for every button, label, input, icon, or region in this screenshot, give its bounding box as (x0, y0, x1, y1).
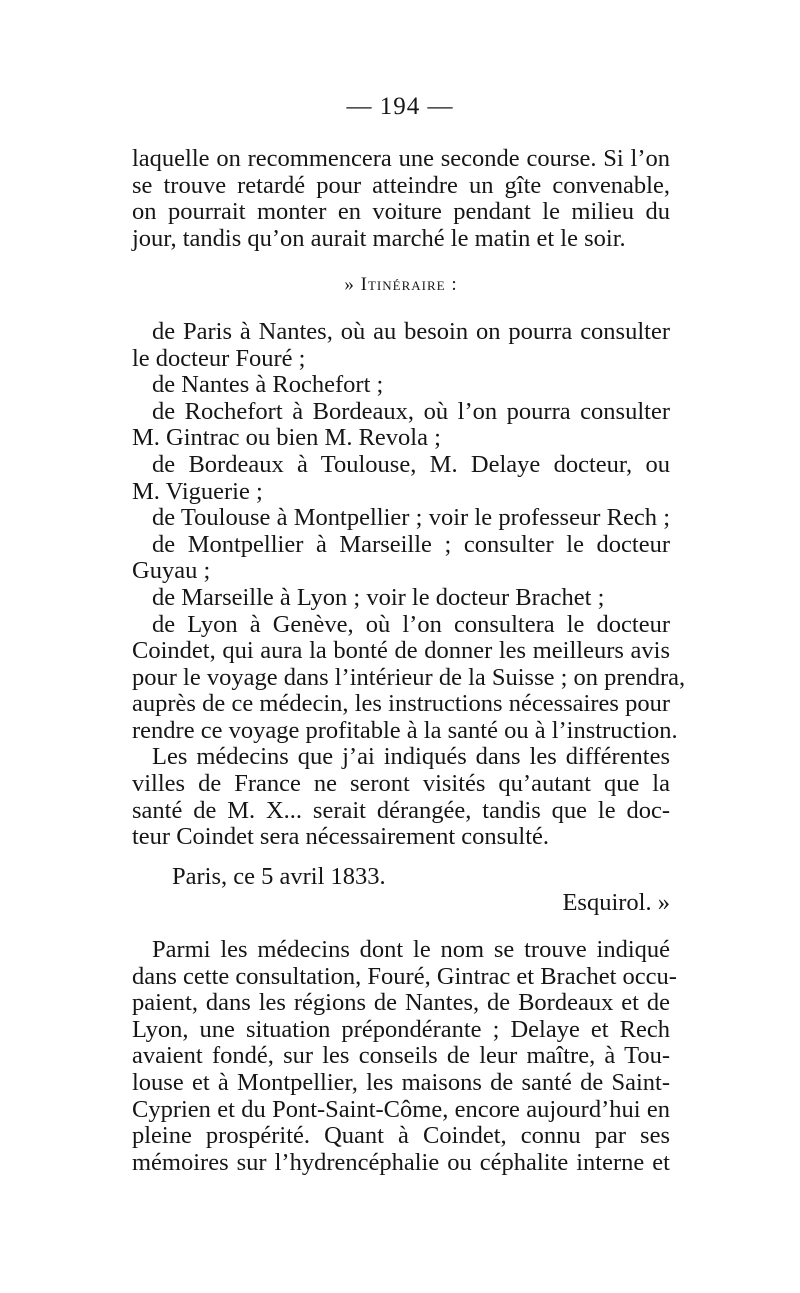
itinerary-line: le docteur Fouré ; (132, 344, 306, 372)
paragraph-3 (132, 936, 677, 1176)
itinerary-line: rendre ce voyage profitable à la santé ou à l’instruction. (132, 716, 678, 744)
itinerary-list (132, 317, 686, 745)
itinerary-line: de Paris à Nantes, où au besoin on pourra consulter (152, 317, 670, 345)
itinerary-line: de Toulouse à Montpellier ; voir le professeur Rech ; (152, 504, 670, 532)
text-line: mémoires sur l’hydrencéphalie ou céphalite interne et (132, 1148, 670, 1176)
signature: Esquirol. » (562, 889, 670, 917)
itinerary-line: Guyau ; (132, 557, 211, 585)
dateline: Paris, ce 5 avril 1833. (172, 862, 386, 890)
paragraph-1 (132, 146, 670, 252)
text-line: santé de M. X... serait dérangée, tandis que le doc- (132, 796, 670, 824)
text-line: pleine prospérité. Quant à Coindet, connu par ses (132, 1122, 670, 1150)
text-line: jour, tandis qu’on aurait marché le matin et le soir. (132, 224, 626, 252)
text-line: Les médecins que j’ai indiqués dans les différentes (152, 743, 670, 771)
text-line: Cyprien et du Pont-Saint-Côme, encore aujourd’hui en (132, 1095, 670, 1123)
itinerary-line: M. Viguerie ; (132, 477, 263, 505)
page-body (132, 145, 686, 1176)
itinerary-line: auprès de ce médecin, les instructions nécessaires pour (132, 690, 670, 718)
text-line: dans cette consultation, Fouré, Gintrac et Brachet occu- (132, 962, 677, 990)
itinerary-heading: » Itinéraire : (344, 274, 458, 296)
itinerary-line: M. Gintrac ou bien M. Revola ; (132, 424, 441, 452)
text-line: Parmi les médecins dont le nom se trouve indiqué (152, 936, 670, 964)
text-line: Lyon, une situation prépondérante ; Delaye et Rech (132, 1015, 670, 1043)
itinerary-line: de Montpellier à Marseille ; consulter le docteur (152, 530, 670, 558)
text-line: se trouve retardé pour atteindre un gîte convenable, (132, 171, 670, 199)
itinerary-line: de Nantes à Rochefort ; (152, 371, 384, 399)
itinerary-line: pour le voyage dans l’intérieur de la Suisse ; on prendra, (132, 663, 686, 691)
text-line: avaient fondé, sur les conseils de leur maître, à Tou- (132, 1042, 670, 1070)
paragraph-2 (132, 744, 670, 850)
itinerary-line: de Lyon à Genève, où l’on consultera le docteur (152, 610, 670, 638)
text-line: on pourrait monter en voiture pendant le milieu du (132, 198, 670, 226)
text-line: laquelle on recommencera une seconde course. Si l’on (132, 145, 670, 172)
page-number: — 194 — (346, 93, 454, 120)
text-line: paient, dans les régions de Nantes, de Bordeaux et de (132, 989, 670, 1017)
itinerary-line: Coindet, qui aura la bonté de donner les meilleurs avis (132, 637, 670, 665)
itinerary-line: de Rochefort à Bordeaux, où l’on pourra consulter (152, 397, 670, 425)
text-line: villes de France ne seront visités qu’autant que la (132, 770, 670, 798)
itinerary-line: de Marseille à Lyon ; voir le docteur Brachet ; (152, 583, 605, 611)
text-line: louse et à Montpellier, les maisons de santé de Saint- (132, 1069, 670, 1096)
text-line: teur Coindet sera nécessairement consulté. (132, 823, 550, 851)
itinerary-line: de Bordeaux à Toulouse, M. Delaye docteur, ou (152, 450, 670, 478)
